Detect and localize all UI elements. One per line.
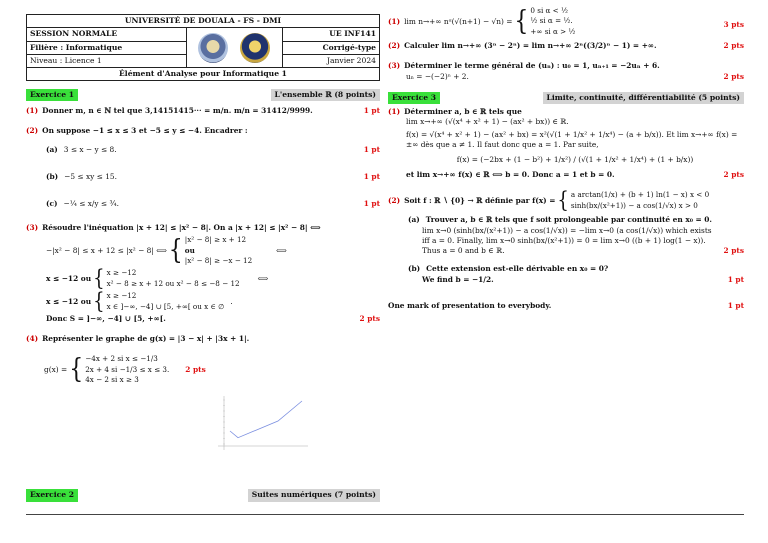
subquestion-label: (c) [46,199,58,209]
points-badge: 1 pt [363,106,380,116]
points-badge: 2 pts [723,72,744,82]
inequality-solution [46,314,380,324]
subquestion-answer: lim x→0 (sinh(bx/(x²+1)) − a cos(1/√x)) = −lim x→0 (a cos(1/√x)) which exists iff a = 0. Finally, lim x→0 sinh(bx/(x²+1)) = 0 = lim x→0 ((b + 1) log(1 − x)). Thus a = 0 and b ∈ ℝ. [422,226,712,255]
points-badge: 2 pts [359,314,380,324]
case-block [107,291,225,312]
question-1-2 [26,126,380,136]
solution-text: Donc S = ]−∞, −4] ∪ [5, +∞[. [46,314,166,324]
brace-icon: { [557,186,569,214]
presentation-mark [388,301,744,311]
subquestion-answer: −¼ ≤ x/y ≤ ¾. [63,199,119,209]
niveau-label: Niveau : Licence 1 [27,54,187,67]
question-text: Déterminer le terme général de (uₙ) : u₀ = 1, uₙ₊₁ = −2uₙ + 6. [404,61,660,71]
case-line: −4x + 2 si x ≤ −1/3 [85,354,158,364]
exercise-3-header [388,92,744,103]
case-line: 2x + 4 si −1/3 ≤ x ≤ 3. [85,364,170,374]
case-block [571,190,709,211]
case-block [185,235,252,266]
subquestion-answer: We find b = −1/2. [422,274,494,284]
brace-icon: { [168,234,183,266]
case-line: sinh(bx/(x²+1)) − a cos(1/√x) x > 0 [570,200,698,210]
function-graph [214,394,310,452]
exercise-1-label: Exercice 1 [26,89,78,101]
question-3-2a [408,215,744,256]
case-line: x² − 8 ≥ x + 12 ou x² − 8 ≤ −8 − 12 [106,278,240,288]
solution-text: et lim x→+∞ f(x) ∈ ℝ ⟺ b = 0. Donc a = 1 et b = 0. [406,170,615,180]
ue-code: UE INF141 [282,28,379,41]
case-line: +∞ si α > ½ [530,26,576,36]
case-block [530,6,575,37]
university-name: UNIVERSITÉ DE DOUALA - FS - DMI [27,15,380,28]
subquestion-label: (a) [408,215,420,225]
exercise-3-title: Limite, continuité, différentiabilité (5 points) [543,92,744,104]
points-badge: 1 pt [727,300,744,310]
math-text: lim x→+∞ (√(x⁴ + x² + 1) − (ax² + bx)) ∈ ℝ. [406,117,569,127]
question-number: (3) [26,223,39,233]
case-line: x ∈ ]−∞, −4] ∪ [5, +∞[ ou x ∈ ∅ [106,301,225,311]
equivalence-arrow: ⟺ [276,245,287,255]
presentation-text: One mark of presentation to everybody. [388,300,552,310]
case-line: ½ si α = ½. [530,16,573,26]
question-text: Donner m, n ∈ ℕ tel que 3,14151415··· = m/n. m/n = 31412/9999. [42,106,313,116]
exercise-2-label: Exercice 2 [26,489,78,501]
question-text: Calculer lim n→+∞ (3ⁿ − 2ⁿ) = lim n→+∞ 2ⁿ((3/2)ⁿ − 1) = +∞. [404,41,657,51]
subquestion-label: (a) [46,145,58,155]
subquestion-answer: 3 ≤ x − y ≤ 8. [63,145,117,155]
header-table [26,14,380,81]
exam-date: Janvier 2024 [282,54,379,67]
points-badge: 2 pts [723,41,744,51]
subquestion-text: Trouver a, b ∈ ℝ tels que f soit prolongeable par continuité en x₀ = 0. [425,215,713,225]
inequality-step-2 [46,265,380,292]
math-text: g(x) = [44,364,68,374]
inequality-step-3 [46,288,380,315]
case-line: x ≥ −12 [106,291,137,301]
footer-rule [26,514,744,515]
question-text: Représenter le graphe de g(x) = |3 − x| + |3x + 1|. [42,334,250,344]
question-1-3 [26,223,380,233]
subquestion-label: (b) [46,172,59,182]
points-badge: 1 pt [363,172,380,182]
case-block [107,268,240,289]
points-badge: 2 pts [723,170,744,180]
exercise-2-title: Suites numériques (7 points) [248,489,380,501]
graph-line [230,401,302,438]
question-number: (2) [388,41,401,51]
points-badge: 2 pts [723,246,744,255]
question-1-2c [46,199,380,209]
question-number: (1) [388,107,401,117]
exercise-1-title: L'ensemble ℝ (8 points) [271,89,380,101]
university-logo-icon [198,33,228,63]
math-text: f(x) = √(x⁴ + x² + 1) − (ax² + bx) = x²(√(1 + 1/x² + 1/x⁴) − (a + b/x)). Et lim x→+∞ f(x) = ±∞ dès que a ≠ 1. Il faut donc que a = 1. Par suite, [406,130,738,150]
exercise-1-header [26,89,380,100]
math-text: lim n→+∞ nᵅ(√(n+1) − √n) = [404,16,513,26]
case-line: ou [184,245,195,255]
math-text: . [230,296,233,306]
session-label: SESSION NORMALE [27,28,187,41]
question-number: (2) [388,195,401,205]
case-line: 0 si α < ½ [530,6,568,15]
case-line: a arctan(1/x) + (b + 1) ln(1 − x) x < 0 [570,190,710,200]
question-3-1-body [406,117,744,165]
subquestion-label: (b) [408,263,421,273]
question-text: Déterminer a, b ∈ ℝ tels que [404,107,522,117]
question-2-1 [388,6,744,37]
question-2-2 [388,41,744,51]
question-text: Soit f : ℝ ∖ {0} → ℝ définie par f(x) = [404,195,556,205]
brace-icon: { [514,5,529,37]
question-number: (2) [26,126,39,136]
case-line: 4x − 2 si x ≥ 3 [85,375,139,385]
case-line: |x² − 8| ≥ x + 12 [184,235,247,245]
question-number: (1) [388,16,401,26]
question-1-1 [26,106,380,116]
answer-text: uₙ = −(−2)ⁿ + 2. [406,72,469,82]
subquestion-text: Cette extension est-elle dérivable en x₀ = 0? [426,263,609,273]
subquestion-answer: −5 ≤ xy ≤ 15. [64,172,117,182]
question-number: (1) [26,106,39,116]
case-line: |x² − 8| ≥ −x − 12 [184,256,253,266]
question-3-1-result [406,170,744,180]
exercise-2-header [26,490,380,501]
exercise-3-label: Exercice 3 [388,92,440,104]
case-block [85,354,169,385]
question-2-3 [388,61,744,71]
math-text: −|x² − 8| ≤ x + 12 ≤ |x² − 8| ⟺ [46,245,167,255]
math-text: x ≤ −12 ou [46,273,92,283]
question-3-1 [388,107,744,117]
question-text: On suppose −1 ≤ x ≤ 3 et −5 ≤ y ≤ −4. Encadrer : [42,126,248,136]
math-text: x ≤ −12 ou [46,296,92,306]
question-3-2 [388,186,744,214]
logos [186,28,282,68]
left-column [26,14,380,500]
math-equation: f(x) = (−2bx + (1 − b²) + 1/x²) / (√(1 + 1/x² + 1/x⁴) + (1 + b/x)) [456,155,694,165]
piecewise-definition [44,354,380,385]
inequality-step-1 [46,235,380,266]
points-badge: 1 pt [727,274,744,284]
brace-icon: { [93,265,105,292]
question-number: (3) [388,61,401,71]
question-2-3-answer [406,72,744,82]
question-number: (4) [26,334,39,344]
brace-icon: { [93,288,105,315]
question-text: Résoudre l'inéquation |x + 12| ≤ |x² − 8|. On a |x + 12| ≤ |x² − 8| ⟺ [42,223,321,233]
points-badge: 1 pt [363,199,380,209]
doc-type: Corrigé-type [282,41,379,54]
brace-icon: { [69,353,84,385]
case-line: x ≥ −12 [106,268,137,278]
equivalence-arrow: ⟺ [257,273,269,283]
filiere-label: Filière : Informatique [27,41,187,54]
right-column [388,2,744,311]
question-1-4 [26,334,380,344]
question-1-2a [46,145,380,155]
question-1-2b [46,172,380,182]
points-badge: 2 pts [185,364,206,374]
question-3-2b [408,264,744,285]
course-title: Élément d'Analyse pour Informatique 1 [27,68,380,81]
faculty-logo-icon [240,33,270,63]
points-badge: 1 pt [363,145,380,155]
points-badge: 3 pts [723,20,744,29]
